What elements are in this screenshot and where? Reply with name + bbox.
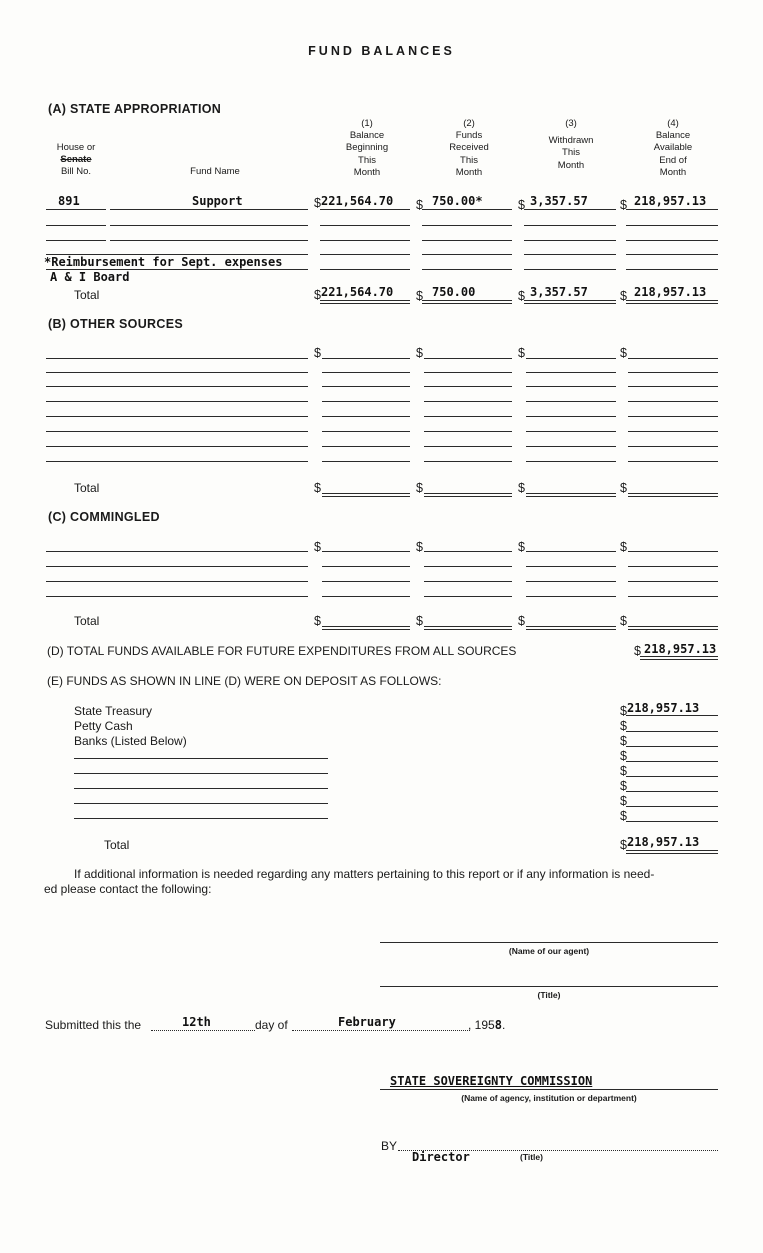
dollar-sign: $ [620,779,627,793]
submitted-day: 12th [182,1015,211,1029]
section-c-total-label: Total [74,614,100,628]
by-label: BY [381,1139,398,1153]
signer-title: Director [412,1150,470,1164]
submitted-day-of: day of [255,1018,288,1032]
fund-name-value: Support [192,194,243,208]
submitted-year-digit: 8 [494,1018,502,1032]
petty-cash-label: Petty Cash [74,719,133,733]
agent-name-caption: (Name of our agent) [508,946,590,956]
balance-end-value: 218,957.13 [634,194,707,208]
dollar-sign: $ [620,614,627,628]
col3-header: (3) Withdrawn This Month [548,118,594,171]
col2-header: (2) Funds Received This Month [449,118,489,178]
dollar-sign: $ [416,481,423,495]
line-d-text: (D) TOTAL FUNDS AVAILABLE FOR FUTURE EXPENDITURES FROM ALL SOURCES [47,644,517,658]
agency-name: STATE SOVEREIGNTY COMMISSION [390,1074,593,1088]
dollar-sign: $ [314,540,321,554]
dollar-sign: $ [620,481,627,495]
dollar-sign: $ [416,289,423,303]
footnote-reimbursement: *Reimbursement for Sept. expenses [44,255,283,269]
line-d-amount: 218,957.13 [644,642,717,656]
dollar-sign: $ [620,198,627,212]
section-b-heading: (B) OTHER SOURCES [48,317,183,331]
withdrawn-value: 3,357.57 [530,194,588,208]
section-a-total-label: Total [74,288,100,302]
total-withdrawn: 3,357.57 [530,285,588,299]
total-balance-beginning: 221,564.70 [321,285,394,299]
dollar-sign: $ [634,644,641,658]
dollar-sign: $ [620,289,627,303]
dollar-sign: $ [518,346,525,360]
col4-header: (4) Balance Available End of Month [653,118,693,178]
footnote-board: A & I Board [50,270,130,284]
dollar-sign: $ [620,346,627,360]
col1-header: (1) Balance Beginning This Month [345,118,389,178]
section-c-heading: (C) COMMINGLED [48,510,160,524]
bill-no-value: 891 [58,194,80,208]
dollar-sign: $ [416,346,423,360]
submitted-prefix: Submitted this the [45,1018,142,1032]
dollar-sign: $ [416,198,423,212]
dollar-sign: $ [314,346,321,360]
dollar-sign: $ [620,809,627,823]
dollar-sign: $ [518,540,525,554]
dollar-sign: $ [620,749,627,763]
submitted-month: February [338,1015,396,1029]
contact-text-line2: ed please contact the following: [44,882,212,896]
dollar-sign: $ [518,614,525,628]
dollar-sign: $ [518,481,525,495]
page-title: FUND BALANCES [308,44,455,58]
col-fund-name-header: Fund Name [190,166,240,177]
dollar-sign: $ [620,838,627,852]
dollar-sign: $ [620,719,627,733]
dollar-sign: $ [620,734,627,748]
dollar-sign: $ [314,481,321,495]
line-e-total-label: Total [104,838,130,852]
dollar-sign: $ [416,614,423,628]
agency-caption: (Name of agency, institution or department) [461,1093,637,1103]
funds-received-value: 750.00* [432,194,483,208]
dollar-sign: $ [518,289,525,303]
section-a-heading: (A) STATE APPROPRIATION [48,102,222,116]
agent-title-caption: (Title) [537,990,561,1000]
dollar-sign: $ [314,288,321,302]
contact-text-line1: If additional information is needed regarding any matters pertaining to this report or if any information is need- [74,867,655,881]
dollar-sign: $ [314,196,321,210]
state-treasury-amount: 218,957.13 [627,701,700,715]
total-funds-received: 750.00 [432,285,476,299]
dollar-sign: $ [518,198,525,212]
signer-title-caption: (Title) [520,1152,543,1162]
banks-label: Banks (Listed Below) [74,734,187,748]
total-balance-end: 218,957.13 [634,285,707,299]
dollar-sign: $ [620,540,627,554]
section-b-total-label: Total [74,481,100,495]
dollar-sign: $ [620,764,627,778]
submitted-year: , 1958. [468,1018,506,1032]
line-e-total-amount: 218,957.13 [627,835,700,849]
dollar-sign: $ [314,614,321,628]
col-house-header: House or Senate Bill No. [56,142,96,178]
balance-beginning-value: 221,564.70 [321,194,394,208]
dollar-sign: $ [620,704,627,718]
state-treasury-label: State Treasury [74,704,153,718]
line-e-text: (E) FUNDS AS SHOWN IN LINE (D) WERE ON DEPOSIT AS FOLLOWS: [47,674,442,688]
dollar-sign: $ [620,794,627,808]
dollar-sign: $ [416,540,423,554]
